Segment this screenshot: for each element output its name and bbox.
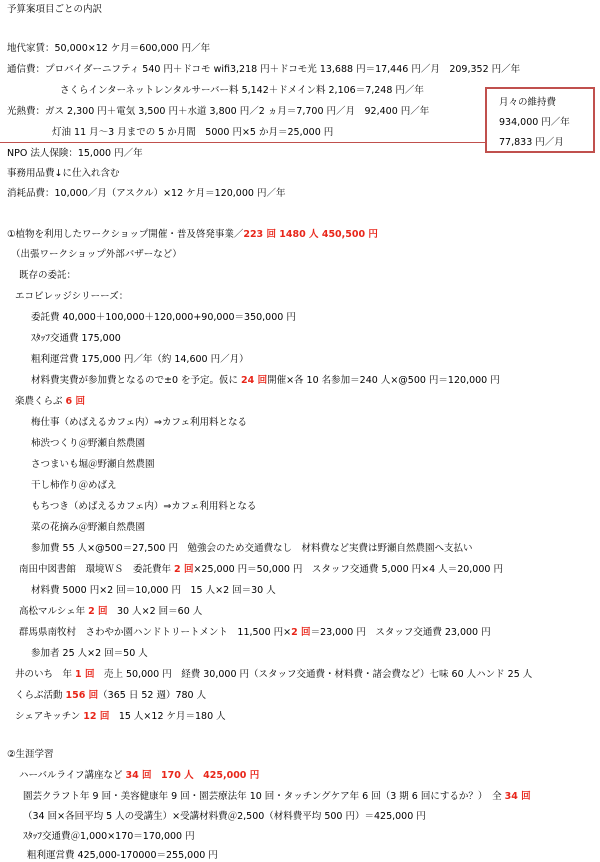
rakuno-item: 菜の花摘み＠野瀬自然農園 bbox=[31, 522, 146, 533]
share-highlight: 12 回 bbox=[83, 711, 110, 722]
eco-fee: 委託費 40,000＋100,000＋120,000+90,000＝350,000 円 bbox=[31, 312, 296, 323]
section1-heading bbox=[7, 229, 378, 241]
nanden-text-a: 南田中図書館 環境ＷＳ 委託費年 bbox=[19, 564, 175, 575]
utility-line-2: 灯油 11 月～3 月までの 5 か月間 5000 円×5 か月＝25,000 円 bbox=[52, 127, 334, 138]
share-text-b: 15 人×12 ケ月＝180 人 bbox=[109, 711, 226, 722]
eco-material-text-b: 開催×各 10 名参加＝240 人×@500 円＝120,000 円 bbox=[267, 375, 500, 386]
club-text-b: （365 日 52 週）780 人 bbox=[98, 690, 207, 701]
section1-heading-text: ①植物を利用したワークショップ開催・普及啓発事業／ bbox=[7, 229, 244, 240]
communication-detail-1: プロバイダーニフティ 540 円＋ドコモ wifi3,218 円＋ドコモ光 13,688 円＝17,446 円／月 209,352 円／年 bbox=[45, 64, 521, 75]
craft-calculation: （34 回×各回平均 5 人の受講生）×受講材料費＠2,500（材料費平均 500 円）＝425,000 円 bbox=[23, 811, 426, 822]
rakuno-item: さつまいも堀＠野瀬自然農園 bbox=[31, 459, 155, 470]
gunma-nanmoku bbox=[19, 627, 491, 639]
inoichi-text-b: 売上 50,000 円 経費 30,000 円（スタッフ交通費・材料費・諸会費など）七味 60 人ハンド 25 人 bbox=[94, 669, 533, 680]
rakuno-label: 楽農くらぶ bbox=[15, 396, 66, 407]
eco-material-highlight: 24 回 bbox=[241, 375, 268, 386]
share-text-a: シェアキッチン bbox=[15, 711, 84, 722]
inoichi-text-a: 井のいち 年 bbox=[15, 669, 76, 680]
utility-label: 光熱費： bbox=[7, 106, 46, 117]
rakuno-highlight: 6 回 bbox=[65, 396, 85, 407]
herbal-text-a: ハーバルライフ講座など bbox=[19, 770, 126, 781]
utility-line-1 bbox=[7, 106, 429, 118]
utility-detail-1: ガス 2,300 円＋電気 3,500 円＋水道 3,800 円／2 ヵ月＝7,700 円／月 92,400 円／年 bbox=[45, 106, 430, 117]
communication-line-2: さくらインターネットレンタルサーバー料 5,142＋ドメイン料 2,106＝7,248 円／年 bbox=[60, 85, 424, 96]
rakuno-club bbox=[15, 396, 85, 408]
herbal-highlight: 34 回 170 人 425,000 円 bbox=[125, 770, 260, 781]
section1-heading-highlight: 223 回 1480 人 450,500 円 bbox=[243, 229, 378, 240]
takamatsu-text-a: 高松マルシェ年 bbox=[19, 606, 89, 617]
nanden-material: 材料費 5000 円×2 回＝10,000 円 15 人×2 回＝30 人 bbox=[31, 585, 276, 596]
insurance-line: NPO 法人保険：15,000 円／年 bbox=[7, 148, 143, 159]
rakuno-item: 梅仕事（めばえるカフェ内）⇒カフェ利用料となる bbox=[31, 417, 248, 428]
craft-schedule bbox=[23, 791, 531, 803]
rent-line: 地代家賃：50,000×12 ケ月＝600,000 円／年 bbox=[7, 43, 211, 54]
takamatsu-highlight: 2 回 bbox=[88, 606, 108, 617]
rakuno-item: 柿渋つくり＠野瀬自然農園 bbox=[31, 438, 146, 449]
section1-sub: （出張ワークショップ外部バザーなど） bbox=[11, 249, 182, 260]
maintenance-monthly: 77,833 円／月 bbox=[499, 137, 564, 148]
eco-material-text-a: 材料費実費が参加費となるので±0 を予定。仮に bbox=[31, 375, 242, 386]
rakuno-fee: 参加費 55 人×@500＝27,500 円 勉強会のため交通費なし 材料費など実費は野瀬自然農園へ支払い bbox=[31, 543, 473, 554]
maintenance-label: 月々の維持費 bbox=[499, 97, 557, 108]
divider-line bbox=[0, 142, 486, 143]
eco-staff-fare: ｽﾀｯﾌ交通費 175,000 bbox=[31, 333, 121, 344]
club-text-a: くらぶ活動 bbox=[15, 690, 66, 701]
maintenance-cost-box bbox=[485, 87, 595, 153]
nanden-library bbox=[19, 564, 503, 576]
page-title: 予算案項目ごとの内訳 bbox=[7, 4, 103, 15]
gunma-highlight: 2 回 bbox=[291, 627, 311, 638]
inoichi-highlight: 1 回 bbox=[75, 669, 95, 680]
nanden-text-b: ×25,000 円＝50,000 円 スタッフ交通費 5,000 円×4 人＝20,000 円 bbox=[193, 564, 503, 575]
takamatsu-marche bbox=[19, 606, 202, 618]
club-activity bbox=[15, 690, 206, 702]
share-kitchen bbox=[15, 711, 226, 723]
existing-contract: 既存の委託： bbox=[19, 270, 77, 281]
office-supplies-line: 事務用品費↓に仕入れ含む bbox=[7, 168, 120, 179]
gunma-text-b: ＝23,000 円 スタッフ交通費 23,000 円 bbox=[310, 627, 491, 638]
club-highlight: 156 回 bbox=[65, 690, 99, 701]
rakuno-item: もちつき（めばえるカフェ内）⇒カフェ利用料となる bbox=[31, 501, 257, 512]
gunma-text-a: 群馬県南牧村 さわやか園ハンドトリートメント 11,500 円× bbox=[19, 627, 292, 638]
eco-material bbox=[31, 375, 500, 387]
consumables-line: 消耗品費：10,000／月（アスクル）×12 ケ月＝120,000 円／年 bbox=[7, 188, 286, 199]
craft-text-a: 園芸クラフト年 9 回・美容健康年 9 回・園芸療法年 10 回・タッチングケア年 6 回（3 期 6 回にするか？） 全 bbox=[23, 791, 505, 802]
inoichi bbox=[15, 669, 532, 681]
herbal-course bbox=[19, 770, 259, 782]
takamatsu-text-b: 30 人×2 回＝60 人 bbox=[107, 606, 203, 617]
section2-staff-fare: ｽﾀｯﾌ交通費＠1,000×170＝170,000 円 bbox=[23, 831, 195, 842]
maintenance-yearly: 934,000 円／年 bbox=[499, 117, 570, 128]
craft-highlight: 34 回 bbox=[504, 791, 531, 802]
nanden-highlight: 2 回 bbox=[174, 564, 194, 575]
eco-gross: 粗利運営費 175,000 円／年（約 14,600 円／月） bbox=[31, 354, 249, 365]
rakuno-item: 干し柿作り＠めばえ bbox=[31, 480, 117, 491]
communication-label: 通信費： bbox=[7, 64, 46, 75]
section2-heading: ②生涯学習 bbox=[7, 749, 54, 760]
eco-series: エコビレッジシリーーズ： bbox=[15, 291, 129, 302]
communication-line-1 bbox=[7, 64, 520, 76]
gunma-participants: 参加者 25 人×2 回＝50 人 bbox=[31, 648, 148, 659]
section2-gross: 粗利運営費 425,000-170000＝255,000 円 bbox=[27, 850, 218, 861]
